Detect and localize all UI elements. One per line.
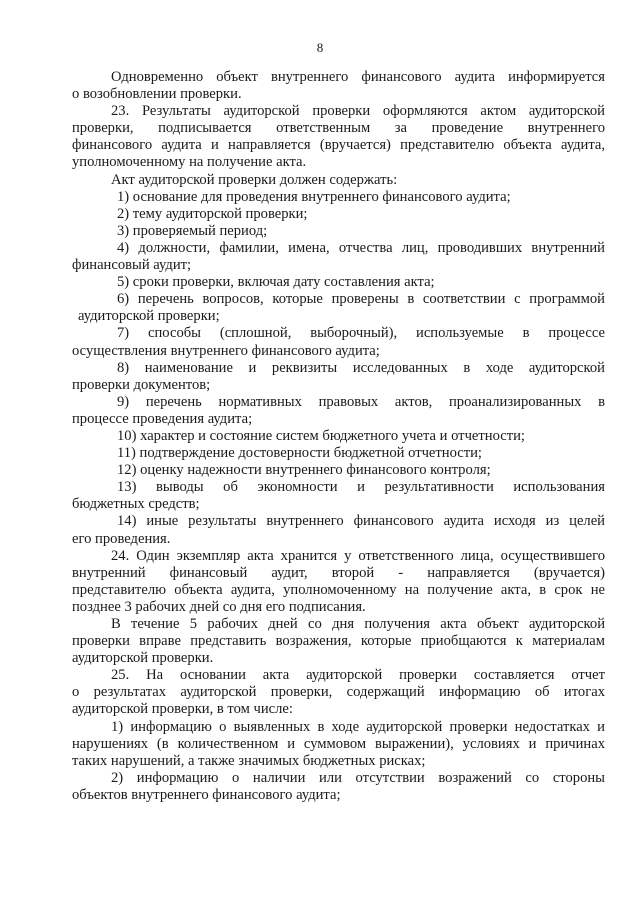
text-line: процессе проведения аудита;: [72, 410, 253, 427]
text-line: о возобновлении проверки.: [72, 86, 242, 103]
text-line: 3) проверяемый период;: [117, 222, 268, 239]
text-line: 11) подтверждение достоверности бюджетной отчетности;: [117, 445, 482, 462]
text-line: его проведения.: [72, 530, 171, 547]
text-line: внутренний финансовый аудит, второй - направляется (вручается): [72, 564, 605, 581]
text-line: Одновременно объект внутреннего финансового аудита информируется: [111, 69, 605, 85]
document-body: [72, 69, 605, 804]
text-line: уполномоченному на получение акта.: [72, 154, 307, 171]
text-line: аудиторской проверки, в том числе:: [72, 701, 293, 718]
text-line: проверки вправе представить возражения, которые приобщаются к материалам: [72, 633, 605, 650]
text-line: 25. На основании акта аудиторской проверки составляется отчет: [111, 667, 605, 684]
text-line: 1) основание для проведения внутреннего финансового аудита;: [117, 188, 511, 205]
text-line: представителю объекта аудита, уполномоченному на получение акта, в срок не: [72, 581, 605, 598]
text-line: аудиторской проверки.: [72, 650, 214, 667]
text-line: объектов внутреннего финансового аудита;: [72, 786, 341, 803]
text-line: 7) способы (сплошной, выборочный), используемые в процессе: [117, 325, 605, 342]
page-number: 8: [316, 40, 324, 55]
text-line: аудиторской проверки;: [78, 308, 220, 325]
text-line: В течение 5 рабочих дней со дня получения акта объект аудиторской: [111, 616, 605, 632]
text-line: 2) тему аудиторской проверки;: [117, 205, 308, 222]
text-line: 24. Один экземпляр акта хранится у ответственного лица, осуществившего: [111, 547, 605, 564]
text-line: 5) сроки проверки, включая дату составления акта;: [117, 274, 435, 291]
text-line: 9) перечень нормативных правовых актов, проанализированных в: [117, 393, 605, 410]
text-line: 12) оценку надежности внутреннего финансового контроля;: [117, 462, 491, 479]
text-line: осуществления внутреннего финансового аудита;: [72, 342, 380, 359]
text-line: финансовый аудит;: [72, 257, 192, 274]
text-line: 1) информацию о выявленных в ходе аудиторской проверки недостатках и: [111, 718, 605, 735]
text-line: проверки документов;: [72, 376, 211, 393]
text-line: 4) должности, фамилии, имена, отчества лиц, проводивших внутренний: [117, 239, 605, 256]
text-line: 13) выводы об экономности и результативности использования: [117, 479, 605, 496]
text-line: Акт аудиторской проверки должен содержать:: [111, 171, 398, 188]
text-line: 14) иные результаты внутреннего финансового аудита исходя из целей: [117, 513, 605, 530]
text-line: таких нарушений, а также значимых бюджетных рисках;: [72, 752, 426, 769]
text-line: о результатах аудиторской проверки, содержащий информацию об итогах: [72, 684, 605, 701]
text-line: 6) перечень вопросов, которые проверены в соответствии с программой: [117, 291, 605, 308]
text-line: позднее 3 рабочих дней со дня его подписания.: [72, 598, 366, 615]
text-line: финансового аудита и направляется (вручается) представителю объекта аудита,: [72, 137, 605, 154]
text-line: 8) наименование и реквизиты исследованных в ходе аудиторской: [117, 359, 605, 376]
text-line: бюджетных средств;: [72, 496, 200, 513]
text-line: нарушениях (в количественном и суммовом выражении), условиях и причинах: [72, 735, 605, 752]
text-line: 10) характер и состояние систем бюджетного учета и отчетности;: [117, 427, 525, 444]
text-line: проверки, подписывается ответственным за проведение внутреннего: [72, 120, 605, 137]
text-line: 2) информацию о наличии или отсутствии возражений со стороны: [111, 769, 605, 786]
text-line: 23. Результаты аудиторской проверки оформляются актом аудиторской: [111, 103, 605, 120]
